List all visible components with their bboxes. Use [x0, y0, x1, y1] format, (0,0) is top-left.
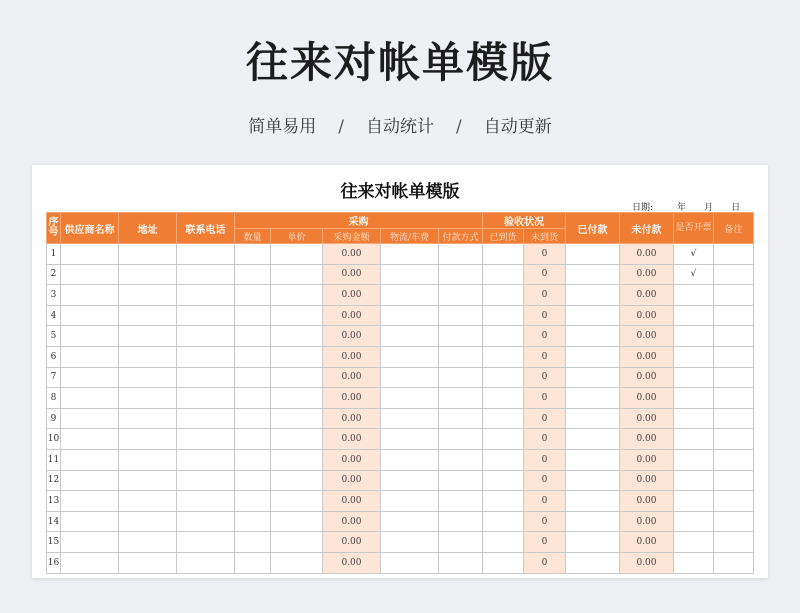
cell-not-arrived[interactable]: 0: [524, 367, 566, 388]
cell-supplier[interactable]: [61, 552, 119, 573]
cell-paid[interactable]: [566, 305, 620, 326]
cell-quantity[interactable]: [235, 491, 271, 512]
cell-remark[interactable]: [714, 449, 754, 470]
cell-paid[interactable]: [566, 346, 620, 367]
cell-arrived[interactable]: [483, 408, 524, 429]
cell-payment-method[interactable]: [439, 491, 483, 512]
feature-item: 简单易用: [248, 117, 317, 137]
year-label: 年: [677, 203, 687, 213]
cell-not-arrived[interactable]: 0: [524, 491, 566, 512]
cell-address[interactable]: [119, 388, 177, 409]
cell-quantity[interactable]: [235, 346, 271, 367]
cell-not-arrived[interactable]: 0: [524, 285, 566, 306]
cell-quantity[interactable]: [235, 367, 271, 388]
cell-unit-price[interactable]: [271, 449, 323, 470]
cell-index[interactable]: 12: [47, 470, 61, 491]
cell-supplier[interactable]: [61, 429, 119, 450]
table-row: [47, 346, 754, 367]
cell-supplier[interactable]: [61, 244, 119, 265]
table-row: [47, 449, 754, 470]
cell-logistics[interactable]: [381, 305, 439, 326]
cell-phone[interactable]: [177, 305, 235, 326]
cell-phone[interactable]: [177, 511, 235, 532]
cell-logistics[interactable]: [381, 449, 439, 470]
cell-paid[interactable]: [566, 326, 620, 347]
cell-arrived[interactable]: [483, 470, 524, 491]
cell-quantity[interactable]: [235, 326, 271, 347]
cell-remark[interactable]: [714, 408, 754, 429]
cell-payment-method[interactable]: [439, 408, 483, 429]
table-row: [47, 326, 754, 347]
cell-invoiced[interactable]: [674, 408, 714, 429]
cell-payment-method[interactable]: [439, 305, 483, 326]
cell-phone[interactable]: [177, 470, 235, 491]
cell-remark[interactable]: [714, 326, 754, 347]
header-address: 地址: [119, 213, 177, 244]
header-unit-price: 单价: [271, 229, 323, 244]
cell-index[interactable]: 11: [47, 449, 61, 470]
cell-phone[interactable]: [177, 491, 235, 512]
cell-quantity[interactable]: [235, 552, 271, 573]
cell-arrived[interactable]: [483, 429, 524, 450]
cell-purchase-amount[interactable]: 0.00: [323, 408, 381, 429]
cell-address[interactable]: [119, 429, 177, 450]
cell-unit-price[interactable]: [271, 326, 323, 347]
cell-phone[interactable]: [177, 532, 235, 553]
cell-unit-price[interactable]: [271, 491, 323, 512]
cell-paid[interactable]: [566, 532, 620, 553]
cell-purchase-amount[interactable]: 0.00: [323, 429, 381, 450]
cell-unit-price[interactable]: [271, 429, 323, 450]
cell-logistics[interactable]: [381, 532, 439, 553]
cell-index[interactable]: 9: [47, 408, 61, 429]
cell-unit-price[interactable]: [271, 532, 323, 553]
cell-not-arrived[interactable]: 0: [524, 326, 566, 347]
cell-logistics[interactable]: [381, 408, 439, 429]
cell-quantity[interactable]: [235, 264, 271, 285]
cell-logistics[interactable]: [381, 511, 439, 532]
cell-invoiced[interactable]: √: [674, 264, 714, 285]
cell-invoiced[interactable]: [674, 367, 714, 388]
cell-not-arrived[interactable]: 0: [524, 388, 566, 409]
header-quantity: 数量: [235, 229, 271, 244]
cell-unit-price[interactable]: [271, 388, 323, 409]
cell-index[interactable]: 1: [47, 244, 61, 265]
cell-unpaid[interactable]: 0.00: [620, 346, 674, 367]
cell-unit-price[interactable]: [271, 552, 323, 573]
cell-unpaid[interactable]: 0.00: [620, 470, 674, 491]
cell-index[interactable]: 2: [47, 264, 61, 285]
feature-item: 自动统计: [366, 117, 434, 137]
cell-remark[interactable]: [714, 388, 754, 409]
cell-quantity[interactable]: [235, 429, 271, 450]
cell-address[interactable]: [119, 285, 177, 306]
cell-invoiced[interactable]: [674, 326, 714, 347]
cell-invoiced[interactable]: [674, 491, 714, 512]
cell-payment-method[interactable]: [439, 285, 483, 306]
cell-payment-method[interactable]: [439, 511, 483, 532]
cell-unit-price[interactable]: [271, 346, 323, 367]
cell-supplier[interactable]: [61, 367, 119, 388]
cell-remark[interactable]: [714, 491, 754, 512]
header-inspection-group: 验收状况: [483, 213, 566, 229]
cell-payment-method[interactable]: [439, 244, 483, 265]
cell-purchase-amount[interactable]: 0.00: [323, 244, 381, 265]
cell-arrived[interactable]: [483, 388, 524, 409]
cell-phone[interactable]: [177, 264, 235, 285]
cell-logistics[interactable]: [381, 346, 439, 367]
header-remark: 备注: [714, 213, 754, 244]
ledger-body: [47, 244, 754, 574]
cell-phone[interactable]: [177, 449, 235, 470]
cell-purchase-amount[interactable]: 0.00: [323, 491, 381, 512]
cell-invoiced[interactable]: [674, 346, 714, 367]
cell-unpaid[interactable]: 0.00: [620, 532, 674, 553]
cell-remark[interactable]: [714, 470, 754, 491]
cell-unpaid[interactable]: 0.00: [620, 264, 674, 285]
cell-paid[interactable]: [566, 244, 620, 265]
cell-paid[interactable]: [566, 264, 620, 285]
cell-index[interactable]: 15: [47, 532, 61, 553]
cell-index[interactable]: 10: [47, 429, 61, 450]
cell-purchase-amount[interactable]: 0.00: [323, 305, 381, 326]
cell-arrived[interactable]: [483, 305, 524, 326]
cell-supplier[interactable]: [61, 305, 119, 326]
cell-purchase-amount[interactable]: 0.00: [323, 346, 381, 367]
cell-invoiced[interactable]: [674, 305, 714, 326]
cell-unit-price[interactable]: [271, 285, 323, 306]
cell-invoiced[interactable]: √: [674, 244, 714, 265]
separator: /: [338, 117, 344, 137]
cell-invoiced[interactable]: [674, 470, 714, 491]
header-unpaid: 未付款: [620, 213, 674, 244]
cell-quantity[interactable]: [235, 388, 271, 409]
cell-purchase-amount[interactable]: 0.00: [323, 532, 381, 553]
cell-logistics[interactable]: [381, 244, 439, 265]
cell-payment-method[interactable]: [439, 346, 483, 367]
cell-phone[interactable]: [177, 367, 235, 388]
cell-index[interactable]: 4: [47, 305, 61, 326]
cell-supplier[interactable]: [61, 449, 119, 470]
cell-arrived[interactable]: [483, 552, 524, 573]
cell-supplier[interactable]: [61, 491, 119, 512]
cell-invoiced[interactable]: [674, 388, 714, 409]
cell-purchase-amount[interactable]: 0.00: [323, 326, 381, 347]
header-paid: 已付款: [566, 213, 620, 244]
cell-logistics[interactable]: [381, 326, 439, 347]
cell-payment-method[interactable]: [439, 449, 483, 470]
cell-payment-method[interactable]: [439, 388, 483, 409]
cell-index[interactable]: 8: [47, 388, 61, 409]
cell-supplier[interactable]: [61, 470, 119, 491]
cell-not-arrived[interactable]: 0: [524, 408, 566, 429]
page-title: 往来对帐单模版: [245, 38, 554, 87]
cell-remark[interactable]: [714, 429, 754, 450]
cell-paid[interactable]: [566, 449, 620, 470]
ledger-table: [46, 212, 754, 574]
cell-phone[interactable]: [177, 388, 235, 409]
cell-not-arrived[interactable]: 0: [524, 244, 566, 265]
cell-quantity[interactable]: [235, 532, 271, 553]
cell-address[interactable]: [119, 552, 177, 573]
cell-unit-price[interactable]: [271, 511, 323, 532]
cell-logistics[interactable]: [381, 285, 439, 306]
cell-unpaid[interactable]: 0.00: [620, 491, 674, 512]
cell-invoiced[interactable]: [674, 429, 714, 450]
cell-paid[interactable]: [566, 408, 620, 429]
sheet-title: 往来对帐单模版: [340, 182, 460, 202]
header-not-arrived: 未到货: [524, 229, 566, 244]
cell-remark[interactable]: [714, 264, 754, 285]
cell-invoiced[interactable]: [674, 532, 714, 553]
table-row: [47, 388, 754, 409]
cell-unpaid[interactable]: 0.00: [620, 429, 674, 450]
cell-address[interactable]: [119, 367, 177, 388]
cell-not-arrived[interactable]: 0: [524, 470, 566, 491]
cell-not-arrived[interactable]: 0: [524, 449, 566, 470]
cell-quantity[interactable]: [235, 511, 271, 532]
cell-address[interactable]: [119, 305, 177, 326]
cell-arrived[interactable]: [483, 449, 524, 470]
cell-supplier[interactable]: [61, 532, 119, 553]
cell-unit-price[interactable]: [271, 305, 323, 326]
cell-phone[interactable]: [177, 552, 235, 573]
cell-not-arrived[interactable]: 0: [524, 346, 566, 367]
cell-purchase-amount[interactable]: 0.00: [323, 285, 381, 306]
cell-supplier[interactable]: [61, 511, 119, 532]
cell-supplier[interactable]: [61, 264, 119, 285]
cell-purchase-amount[interactable]: 0.00: [323, 449, 381, 470]
cell-unpaid[interactable]: 0.00: [620, 244, 674, 265]
cell-purchase-amount[interactable]: 0.00: [323, 511, 381, 532]
cell-paid[interactable]: [566, 491, 620, 512]
header-arrived: 已到货: [483, 229, 524, 244]
cell-unpaid[interactable]: 0.00: [620, 449, 674, 470]
cell-invoiced[interactable]: [674, 285, 714, 306]
cell-address[interactable]: [119, 326, 177, 347]
cell-logistics[interactable]: [381, 367, 439, 388]
cell-address[interactable]: [119, 346, 177, 367]
cell-logistics[interactable]: [381, 470, 439, 491]
table-row: [47, 491, 754, 512]
cell-address[interactable]: [119, 408, 177, 429]
cell-paid[interactable]: [566, 429, 620, 450]
header-invoiced: 是否开票: [674, 213, 714, 244]
cell-unpaid[interactable]: 0.00: [620, 408, 674, 429]
cell-unit-price[interactable]: [271, 470, 323, 491]
cell-phone[interactable]: [177, 326, 235, 347]
cell-paid[interactable]: [566, 388, 620, 409]
header-purchase-group: 采购: [235, 213, 483, 229]
header-phone: 联系电话: [177, 213, 235, 244]
cell-address[interactable]: [119, 532, 177, 553]
cell-unpaid[interactable]: 0.00: [620, 388, 674, 409]
cell-quantity[interactable]: [235, 408, 271, 429]
cell-not-arrived[interactable]: 0: [524, 552, 566, 573]
cell-arrived[interactable]: [483, 264, 524, 285]
table-row: [47, 552, 754, 573]
separator: /: [456, 117, 462, 137]
cell-payment-method[interactable]: [439, 429, 483, 450]
cell-logistics[interactable]: [381, 429, 439, 450]
cell-supplier[interactable]: [61, 326, 119, 347]
cell-phone[interactable]: [177, 244, 235, 265]
cell-address[interactable]: [119, 511, 177, 532]
cell-quantity[interactable]: [235, 449, 271, 470]
cell-payment-method[interactable]: [439, 470, 483, 491]
cell-remark[interactable]: [714, 511, 754, 532]
cell-unit-price[interactable]: [271, 244, 323, 265]
cell-payment-method[interactable]: [439, 552, 483, 573]
cell-paid[interactable]: [566, 367, 620, 388]
cell-index[interactable]: 7: [47, 367, 61, 388]
table-row: [47, 532, 754, 553]
cell-address[interactable]: [119, 491, 177, 512]
cell-address[interactable]: [119, 449, 177, 470]
header-supplier: 供应商名称: [61, 213, 119, 244]
cell-paid[interactable]: [566, 511, 620, 532]
cell-quantity[interactable]: [235, 244, 271, 265]
table-row: [47, 429, 754, 450]
cell-remark[interactable]: [714, 552, 754, 573]
cell-purchase-amount[interactable]: 0.00: [323, 470, 381, 491]
header-payment-method: 付款方式: [439, 229, 483, 244]
cell-not-arrived[interactable]: 0: [524, 429, 566, 450]
cell-logistics[interactable]: [381, 491, 439, 512]
cell-arrived[interactable]: [483, 244, 524, 265]
cell-arrived[interactable]: [483, 511, 524, 532]
cell-phone[interactable]: [177, 408, 235, 429]
header-logistics: 物流/车费: [381, 229, 439, 244]
table-row: [47, 264, 754, 285]
cell-unpaid[interactable]: 0.00: [620, 326, 674, 347]
cell-arrived[interactable]: [483, 532, 524, 553]
cell-invoiced[interactable]: [674, 511, 714, 532]
header-purchase-amount: 采购金额: [323, 229, 381, 244]
header-index: 序号: [47, 213, 61, 244]
cell-phone[interactable]: [177, 429, 235, 450]
month-label: 月: [704, 203, 714, 213]
cell-quantity[interactable]: [235, 470, 271, 491]
cell-arrived[interactable]: [483, 346, 524, 367]
table-row: [47, 285, 754, 306]
cell-remark[interactable]: [714, 532, 754, 553]
cell-index[interactable]: 14: [47, 511, 61, 532]
cell-index[interactable]: 13: [47, 491, 61, 512]
cell-not-arrived[interactable]: 0: [524, 532, 566, 553]
cell-arrived[interactable]: [483, 367, 524, 388]
cell-remark[interactable]: [714, 244, 754, 265]
cell-supplier[interactable]: [61, 285, 119, 306]
cell-not-arrived[interactable]: 0: [524, 511, 566, 532]
cell-unpaid[interactable]: 0.00: [620, 305, 674, 326]
cell-unpaid[interactable]: 0.00: [620, 367, 674, 388]
feature-line: [0, 112, 800, 137]
cell-arrived[interactable]: [483, 326, 524, 347]
cell-remark[interactable]: [714, 346, 754, 367]
table-row: [47, 511, 754, 532]
cell-index[interactable]: 6: [47, 346, 61, 367]
table-row: [47, 244, 754, 265]
cell-arrived[interactable]: [483, 285, 524, 306]
cell-quantity[interactable]: [235, 305, 271, 326]
cell-index[interactable]: 16: [47, 552, 61, 573]
cell-payment-method[interactable]: [439, 367, 483, 388]
cell-purchase-amount[interactable]: 0.00: [323, 388, 381, 409]
cell-quantity[interactable]: [235, 285, 271, 306]
cell-remark[interactable]: [714, 367, 754, 388]
table-row: [47, 305, 754, 326]
cell-paid[interactable]: [566, 285, 620, 306]
table-row: [47, 470, 754, 491]
cell-unpaid[interactable]: 0.00: [620, 511, 674, 532]
feature-item: 自动更新: [483, 117, 552, 137]
cell-invoiced[interactable]: [674, 449, 714, 470]
cell-unit-price[interactable]: [271, 264, 323, 285]
cell-unit-price[interactable]: [271, 408, 323, 429]
cell-remark[interactable]: [714, 285, 754, 306]
cell-logistics[interactable]: [381, 552, 439, 573]
date-label: 日期:: [632, 203, 654, 213]
cell-address[interactable]: [119, 244, 177, 265]
cell-payment-method[interactable]: [439, 326, 483, 347]
cell-paid[interactable]: [566, 470, 620, 491]
cell-not-arrived[interactable]: 0: [524, 305, 566, 326]
cell-unit-price[interactable]: [271, 367, 323, 388]
cell-phone[interactable]: [177, 285, 235, 306]
cell-index[interactable]: 5: [47, 326, 61, 347]
cell-payment-method[interactable]: [439, 264, 483, 285]
cell-supplier[interactable]: [61, 388, 119, 409]
cell-purchase-amount[interactable]: 0.00: [323, 552, 381, 573]
cell-remark[interactable]: [714, 305, 754, 326]
cell-paid[interactable]: [566, 552, 620, 573]
cell-unpaid[interactable]: 0.00: [620, 285, 674, 306]
day-label: 日: [731, 203, 741, 213]
cell-logistics[interactable]: [381, 264, 439, 285]
cell-not-arrived[interactable]: 0: [524, 264, 566, 285]
spreadsheet-preview: [32, 165, 768, 578]
cell-supplier[interactable]: [61, 408, 119, 429]
cell-purchase-amount[interactable]: 0.00: [323, 264, 381, 285]
cell-address[interactable]: [119, 470, 177, 491]
cell-purchase-amount[interactable]: 0.00: [323, 367, 381, 388]
cell-supplier[interactable]: [61, 346, 119, 367]
table-row: [47, 408, 754, 429]
cell-invoiced[interactable]: [674, 552, 714, 573]
cell-address[interactable]: [119, 264, 177, 285]
cell-unpaid[interactable]: 0.00: [620, 552, 674, 573]
cell-index[interactable]: 3: [47, 285, 61, 306]
cell-arrived[interactable]: [483, 491, 524, 512]
cell-phone[interactable]: [177, 346, 235, 367]
table-row: [47, 367, 754, 388]
cell-payment-method[interactable]: [439, 532, 483, 553]
cell-logistics[interactable]: [381, 388, 439, 409]
